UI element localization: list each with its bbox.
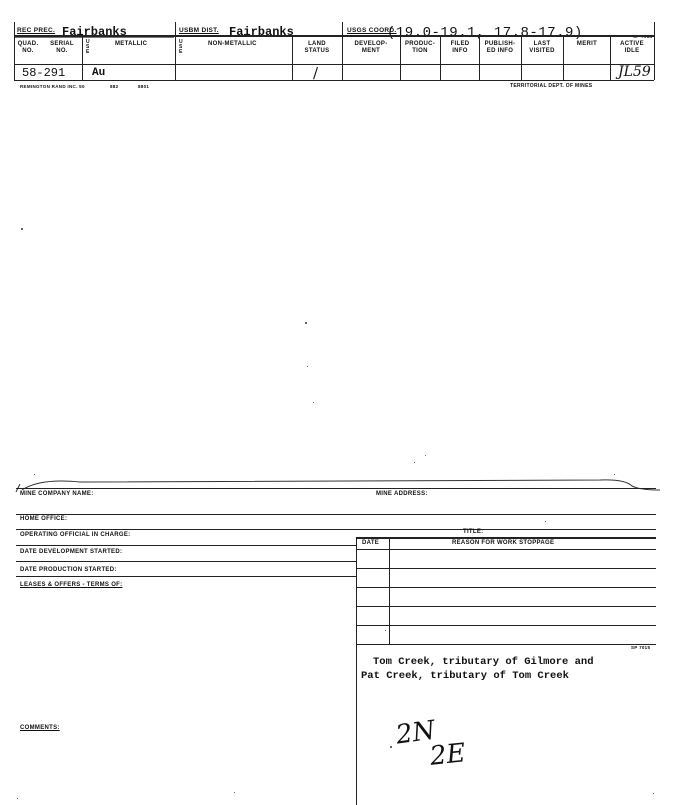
printer-code-2: 8801: [138, 84, 150, 89]
usbm-dist-label: USBM DIST.: [179, 27, 219, 34]
date-column-header: DATE: [362, 540, 380, 546]
notes-line-1: Tom Creek, tributary of Gilmore and: [373, 656, 594, 668]
scan-speck: [313, 402, 314, 403]
production-started-label: DATE PRODUCTION STARTED:: [20, 567, 117, 573]
scan-speck: [390, 746, 392, 748]
comments-label: COMMENTS:: [20, 725, 60, 731]
title-label: TITLE:: [463, 529, 484, 535]
printer-imprint: REMINGTON RAND INC. 50: [20, 84, 85, 89]
use-letters-metallic: U S E: [86, 39, 90, 55]
use-letters-nonmetallic: U S E: [179, 39, 183, 55]
production-header: PRODUC- TION: [404, 41, 436, 54]
scan-speck: [305, 322, 307, 324]
development-started-label: DATE DEVELOPMENT STARTED:: [20, 549, 123, 555]
scan-speck: [653, 793, 654, 794]
active-idle-header: ACTIVE IDLE: [620, 41, 644, 54]
notes-line-2: Pat Creek, tributary of Tom Creek: [361, 670, 569, 682]
serial-no-header: SERIAL NO.: [50, 41, 74, 54]
form-number-top: SP 7014: [633, 34, 653, 39]
form-number-bottom: SP 7015: [631, 645, 651, 650]
merit-header: MERIT: [576, 41, 598, 47]
metallic-header: METALLIC: [115, 41, 148, 47]
scan-speck: [17, 798, 18, 799]
scan-speck: [21, 228, 23, 230]
metallic-value: Au: [92, 67, 106, 79]
land-status-value: /: [313, 64, 319, 82]
operating-official-label: OPERATING OFFICIAL IN CHARGE:: [20, 532, 131, 538]
active-idle-value: JL59: [618, 64, 651, 80]
scan-speck: [385, 630, 386, 631]
usbm-dist-value: Fairbanks: [229, 25, 294, 39]
handwritten-2n: 2N: [394, 715, 438, 751]
usgs-coord-value: (19.0-19.1, 17.8-17.9): [387, 25, 583, 41]
scan-speck: [414, 462, 415, 463]
department-imprint: TERRITORIAL DEPT. OF MINES: [510, 83, 593, 89]
rec-prec-value: Fairbanks: [62, 25, 127, 39]
development-header: DEVELOP- MENT: [354, 41, 388, 54]
card-edge: [0, 470, 678, 500]
usgs-coord-label: USGS COORD.: [347, 27, 397, 34]
quad-serial-value: 58-291: [22, 66, 66, 80]
mine-address-label: MINE ADDRESS:: [376, 491, 428, 497]
handwritten-2e: 2E: [428, 738, 468, 772]
land-status-header: LAND STATUS: [304, 41, 330, 54]
leases-offers-label: LEASES & OFFERS - TERMS OF:: [20, 582, 123, 588]
non-metallic-header: NON-METALLIC: [208, 41, 257, 47]
scan-speck: [545, 521, 546, 522]
quad-no-header: QUAD. NO.: [17, 41, 39, 54]
home-office-label: HOME OFFICE:: [20, 516, 68, 522]
filed-info-header: FILED INFO: [450, 41, 470, 54]
published-info-header: PUBLISH- ED INFO: [484, 41, 516, 54]
printer-code-1: 882: [110, 84, 119, 89]
reason-column-header: REASON FOR WORK STOPPAGE: [452, 540, 555, 546]
rec-prec-label: REC PREC.: [17, 27, 56, 34]
scan-speck: [307, 366, 308, 367]
scan-speck: [234, 792, 235, 793]
last-visited-header: LAST VISITED: [529, 41, 555, 54]
scan-speck: [425, 455, 426, 456]
mine-company-name-label: MINE COMPANY NAME:: [20, 491, 94, 497]
